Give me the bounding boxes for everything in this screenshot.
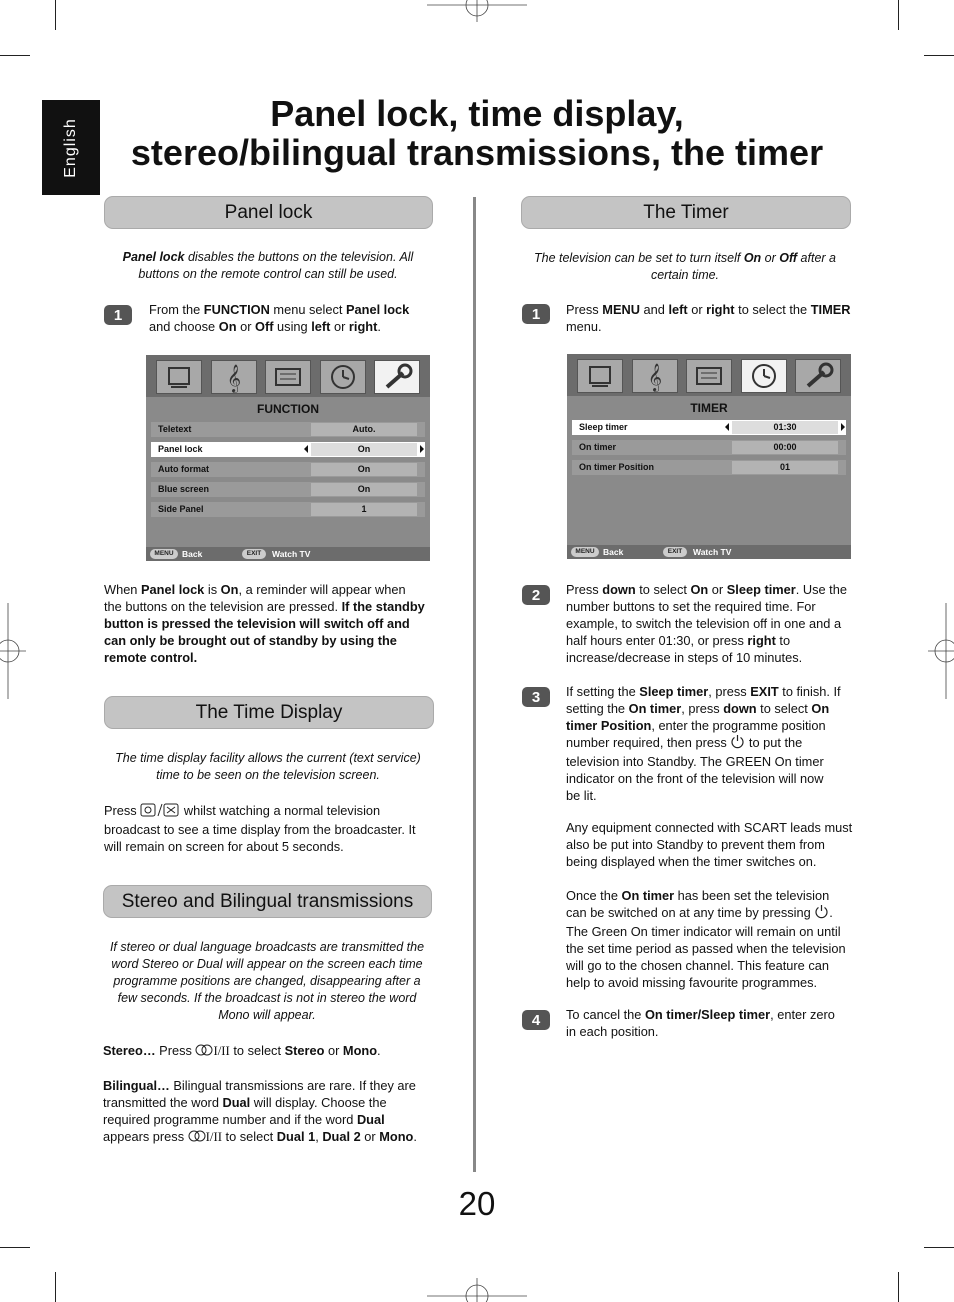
dual-sound-icon: [195, 1043, 213, 1060]
t: to: [775, 633, 791, 648]
arrow-right-icon[interactable]: [420, 445, 424, 453]
sound-menu-icon: [632, 359, 678, 393]
t: If setting the: [566, 684, 640, 699]
function-menu-title: FUNCTION: [257, 402, 319, 416]
t: to select: [756, 701, 812, 716]
t: or: [687, 302, 707, 317]
t: using: [273, 319, 312, 334]
line: [149, 301, 439, 318]
line: [566, 700, 861, 717]
spacer: [103, 1060, 448, 1077]
t: I/II: [213, 1044, 230, 1058]
back-label: Back: [603, 547, 624, 557]
intro-line: If stereo or dual language broadcasts are transmitted the: [109, 940, 425, 954]
line: in each position.: [566, 1024, 659, 1039]
step-number: 2: [531, 586, 541, 604]
menu-row[interactable]: [572, 460, 846, 475]
watch-tv-label: Watch TV: [272, 549, 311, 559]
line: [104, 581, 444, 598]
picture-menu-icon: [156, 360, 202, 394]
t: .: [377, 319, 381, 334]
panel-lock-heading-text: Panel lock: [224, 201, 313, 223]
b: left: [668, 302, 688, 317]
t: , enter zero: [770, 1007, 835, 1022]
registration-mark-right: [928, 603, 954, 699]
line: [566, 887, 861, 904]
timer-step1-text: [566, 301, 856, 335]
t: , a reminder will appear when: [238, 582, 406, 597]
b: Dual 2: [322, 1129, 361, 1145]
timer-menu-title: TIMER: [690, 401, 728, 415]
b: On timer/Sleep timer: [644, 1007, 771, 1022]
t: Press: [104, 803, 141, 818]
column-divider: [473, 197, 476, 1172]
panel-lock-intro: [104, 249, 432, 283]
t: I/II: [205, 1130, 222, 1145]
t: has been set the television: [674, 888, 830, 903]
intro-text: disables the buttons on the television. All: [184, 250, 414, 264]
intro-line: time to be seen on the television screen.: [156, 768, 380, 782]
b: timer Position: [566, 718, 652, 733]
line: [103, 1128, 448, 1146]
timer-heading: [521, 196, 851, 229]
menu-footer: [567, 545, 851, 559]
t: ,: [315, 1129, 323, 1145]
crop-mark: [55, 1272, 56, 1302]
b: Stereo…: [103, 1043, 156, 1058]
setup-menu-icon: [686, 359, 732, 393]
t: half hours enter 01:30, or press: [566, 633, 748, 648]
menu-row-value: 01: [732, 461, 838, 474]
t: From the: [149, 302, 204, 317]
dual-sound-icon: [188, 1129, 206, 1146]
menu-row-label: Side Panel: [158, 504, 204, 514]
menu-row[interactable]: [151, 442, 425, 457]
menu-row[interactable]: [572, 440, 846, 455]
scart-note: [566, 819, 861, 870]
language-tab-label: English: [62, 117, 79, 178]
line: increase/decrease in steps of 10 minutes.: [566, 650, 803, 665]
timer-menu-screenshot: [567, 354, 851, 559]
line: number buttons to set the required time. For: [566, 599, 816, 614]
step-number: 1: [113, 306, 123, 324]
time-display-heading-text: The Time Display: [195, 701, 343, 723]
t: required programme number and if the word: [103, 1112, 357, 1128]
menu-row-value: 01:30: [732, 421, 838, 434]
panel-lock-note: [104, 581, 444, 666]
t: The television can be set to turn itself: [533, 251, 744, 265]
t: , enter the programme position: [651, 718, 826, 733]
t: When: [104, 582, 141, 597]
exit-key-pill: EXIT: [242, 549, 266, 559]
intro-line: Mono will appear.: [218, 1008, 316, 1022]
arrow-left-icon[interactable]: [304, 445, 308, 453]
t: Press: [566, 582, 603, 597]
line: [104, 649, 444, 666]
menu-row[interactable]: [151, 482, 425, 497]
step-number: 3: [531, 688, 541, 706]
t: to select: [635, 582, 691, 597]
stereo-heading: [103, 885, 432, 918]
b: Dual 1: [276, 1129, 316, 1145]
menu-row-label: On timer Position: [579, 462, 655, 472]
line: help to avoid missing favourite programmes.: [566, 975, 818, 991]
menu-row-label: On timer: [579, 442, 617, 452]
function-menu-icon: [795, 359, 841, 393]
svg-text:𝄞: 𝄞: [647, 363, 663, 391]
step-badge-2: [522, 585, 550, 605]
timer-intro: [521, 250, 849, 284]
timer-menu-icon: [320, 360, 366, 394]
intro-line: [521, 250, 849, 267]
b: Mono: [342, 1043, 378, 1058]
menu-key-pill: MENU: [571, 547, 599, 557]
b: MENU: [602, 302, 640, 317]
t: to select: [229, 1043, 285, 1058]
b: right: [747, 633, 776, 648]
step-number: 1: [531, 305, 541, 323]
b: Dual: [356, 1112, 385, 1128]
b: remote control.: [104, 650, 198, 665]
line: [104, 802, 444, 821]
crop-mark: [0, 1247, 30, 1248]
line: [566, 581, 856, 598]
menu-row-value: 00:00: [732, 441, 838, 454]
line: will go to the chosen channel. This feature can: [566, 958, 829, 974]
intro-bold: Panel lock: [122, 250, 185, 264]
watch-tv-label: Watch TV: [693, 547, 732, 557]
function-menu-icon: [374, 360, 420, 394]
line: [104, 615, 444, 632]
menu-row-label: Panel lock: [158, 444, 203, 454]
time-display-intro: [104, 750, 432, 784]
b: Sleep timer: [726, 582, 796, 597]
standby-power-icon: [814, 904, 829, 923]
menu-row-label: Blue screen: [158, 484, 210, 494]
b: down: [723, 701, 757, 716]
line: [566, 683, 861, 700]
t: appears press: [103, 1129, 188, 1145]
menu-footer: [146, 547, 430, 561]
t: Press: [566, 302, 603, 317]
line: will remain on screen for about 5 seconds.: [104, 838, 344, 854]
standby-power-icon: [730, 734, 745, 753]
menu-row-value: 1: [311, 503, 417, 516]
b: Sleep timer: [639, 684, 709, 699]
t: .: [377, 1043, 381, 1058]
registration-mark-top: [427, 0, 527, 22]
line: [566, 904, 861, 923]
menu-row-value: On: [311, 443, 417, 456]
b: EXIT: [750, 684, 779, 699]
b: On: [743, 251, 762, 265]
timer-heading-text: The Timer: [643, 201, 729, 223]
line: being displayed when the timer switches on.: [566, 854, 817, 869]
b: FUNCTION: [203, 302, 270, 317]
b: If the standby: [341, 599, 425, 614]
b: Off: [779, 251, 798, 265]
t: . Use the: [795, 582, 847, 597]
b: On timer: [621, 888, 675, 903]
line: indicator on the front of the television will now: [566, 771, 824, 787]
stereo-text: [103, 1042, 448, 1146]
t: to select the: [734, 302, 811, 317]
t: setting the: [566, 701, 629, 716]
arrow-left-icon[interactable]: [725, 423, 729, 431]
line: [103, 1111, 448, 1128]
time-display-heading: [104, 696, 434, 729]
registration-mark-bottom: [427, 1278, 527, 1302]
t: or: [324, 1043, 343, 1058]
t: , press: [708, 684, 751, 699]
back-label: Back: [182, 549, 203, 559]
line: [566, 1006, 861, 1023]
t: the buttons on the television are pressed.: [104, 599, 342, 614]
b: On: [220, 582, 239, 597]
t: and choose: [149, 319, 219, 334]
line: [566, 734, 861, 753]
b: down: [602, 582, 636, 597]
line: menu.: [566, 319, 602, 334]
b: button is pressed the television will switch off and: [104, 616, 410, 631]
step-badge-1: [522, 304, 550, 324]
line: [103, 1077, 448, 1094]
t: number required, then press: [566, 735, 731, 750]
t: Press: [155, 1043, 196, 1058]
menu-row[interactable]: [151, 422, 425, 437]
line: example, to switch the television off in one and a: [566, 616, 842, 631]
t: to put the: [745, 735, 803, 750]
t: transmitted the word: [103, 1095, 223, 1111]
text-time-buttons-icon: [140, 803, 180, 821]
step-badge-1: [104, 305, 132, 325]
t: or: [330, 319, 349, 334]
exit-key-pill: EXIT: [663, 547, 687, 557]
t: is: [204, 582, 221, 597]
b: right: [348, 319, 378, 334]
menu-row-value: Auto.: [311, 423, 417, 436]
t: or: [708, 582, 727, 597]
t: Bilingual transmissions are rare. If they are: [169, 1078, 416, 1094]
line: [149, 318, 439, 335]
timer-step2-text: [566, 581, 856, 666]
b: right: [706, 302, 735, 317]
t: Once the: [566, 888, 622, 903]
timer-menu-icon: [741, 359, 787, 393]
registration-mark-left: [0, 603, 26, 699]
b: On: [218, 319, 237, 334]
t: menu select: [269, 302, 346, 317]
crop-mark: [898, 0, 899, 30]
step-number: 4: [531, 1011, 541, 1029]
t: will display. Choose the: [250, 1095, 387, 1111]
b: left: [311, 319, 331, 334]
b: Off: [255, 319, 274, 334]
line: television into Standby. The GREEN On timer: [566, 754, 824, 770]
intro-line: word Stereo or Dual will appear on the screen each time: [111, 957, 423, 971]
t: , press: [681, 701, 724, 716]
line: [103, 1042, 448, 1060]
timer-step4-text: [566, 1006, 861, 1040]
b: On: [690, 582, 709, 597]
line: be lit.: [566, 788, 597, 804]
b: Mono: [379, 1129, 414, 1145]
time-display-text: [104, 802, 444, 855]
t: and: [639, 302, 669, 317]
t: .: [413, 1129, 417, 1145]
menu-row-label: Teletext: [158, 424, 192, 434]
intro-line: certain time.: [650, 268, 720, 282]
t: or: [761, 251, 780, 265]
panel-lock-heading: [104, 196, 433, 229]
b: Panel lock: [141, 582, 205, 597]
b: Panel lock: [345, 302, 410, 317]
picture-menu-icon: [577, 359, 623, 393]
page-number: 20: [458, 1185, 496, 1222]
t: whilst watching a normal television: [180, 803, 381, 818]
function-menu-screenshot: [146, 355, 430, 561]
line: [104, 632, 444, 649]
menu-icon-bar: [146, 355, 430, 397]
t: or: [236, 319, 256, 334]
menu-icon-bar: [567, 354, 851, 396]
line: the set time period as passed when the television: [566, 941, 846, 957]
line: [103, 1094, 448, 1111]
panel-lock-intro-line2: buttons on the remote control can still be used.: [138, 267, 398, 281]
sound-menu-icon: [211, 360, 257, 394]
page-title-line1: Panel lock, time display,: [270, 93, 684, 134]
intro-line: programme positions are changed, disappearing after a: [113, 974, 421, 988]
crop-mark: [0, 55, 30, 56]
on-timer-note: [566, 887, 861, 991]
t: To cancel the: [566, 1007, 645, 1022]
b: Dual: [222, 1095, 251, 1111]
b: can only be brought out of standby by using the: [104, 633, 397, 648]
arrow-right-icon[interactable]: [841, 423, 845, 431]
b: TIMER: [810, 302, 851, 317]
timer-step3-text: [566, 683, 861, 804]
menu-row[interactable]: [572, 420, 846, 435]
step-badge-4: [522, 1010, 550, 1030]
page-title-line2: stereo/bilingual transmissions, the timer: [130, 132, 824, 173]
t: to finish. If: [778, 684, 841, 699]
menu-row-value: On: [311, 483, 417, 496]
menu-row[interactable]: [151, 462, 425, 477]
page-title: [120, 94, 834, 172]
crop-mark: [924, 1247, 954, 1248]
svg-text:𝄞: 𝄞: [226, 364, 242, 392]
menu-row-label: Sleep timer: [579, 422, 628, 432]
line: The Green On timer indicator will remain on until: [566, 924, 841, 940]
crop-mark: [55, 0, 56, 30]
b: On timer: [628, 701, 682, 716]
intro-line: The time display facility allows the current (text service): [115, 751, 421, 765]
line: [104, 598, 444, 615]
menu-row-value: On: [311, 463, 417, 476]
line: [566, 632, 856, 649]
step-badge-3: [522, 687, 550, 707]
menu-key-pill: MENU: [150, 549, 178, 559]
t: .: [829, 905, 833, 920]
panel-lock-intro-line1: [104, 249, 432, 266]
language-tab: [42, 100, 100, 195]
line: [566, 717, 861, 734]
t: after a: [797, 251, 836, 265]
menu-row[interactable]: [151, 502, 425, 517]
line: broadcast to see a time display from the broadcaster. It: [104, 821, 416, 837]
crop-mark: [898, 1272, 899, 1302]
b: On: [811, 701, 830, 716]
line: [566, 301, 856, 318]
menu-row-label: Auto format: [158, 464, 209, 474]
crop-mark: [924, 55, 954, 56]
b: Bilingual…: [103, 1078, 170, 1094]
t: can be switched on at any time by pressing: [566, 905, 815, 920]
stereo-intro: [103, 939, 431, 1024]
setup-menu-icon: [265, 360, 311, 394]
panel-lock-step1-text: [149, 301, 439, 335]
line: Any equipment connected with SCART leads must: [566, 820, 853, 835]
intro-line: few seconds. If the broadcast is not in stereo the word: [117, 991, 417, 1005]
t: or: [360, 1129, 380, 1145]
t: to select: [222, 1129, 277, 1145]
stereo-heading-text: Stereo and Bilingual transmissions: [121, 890, 414, 912]
b: Stereo: [284, 1043, 325, 1058]
line: also be put into Standby to prevent them from: [566, 837, 825, 852]
